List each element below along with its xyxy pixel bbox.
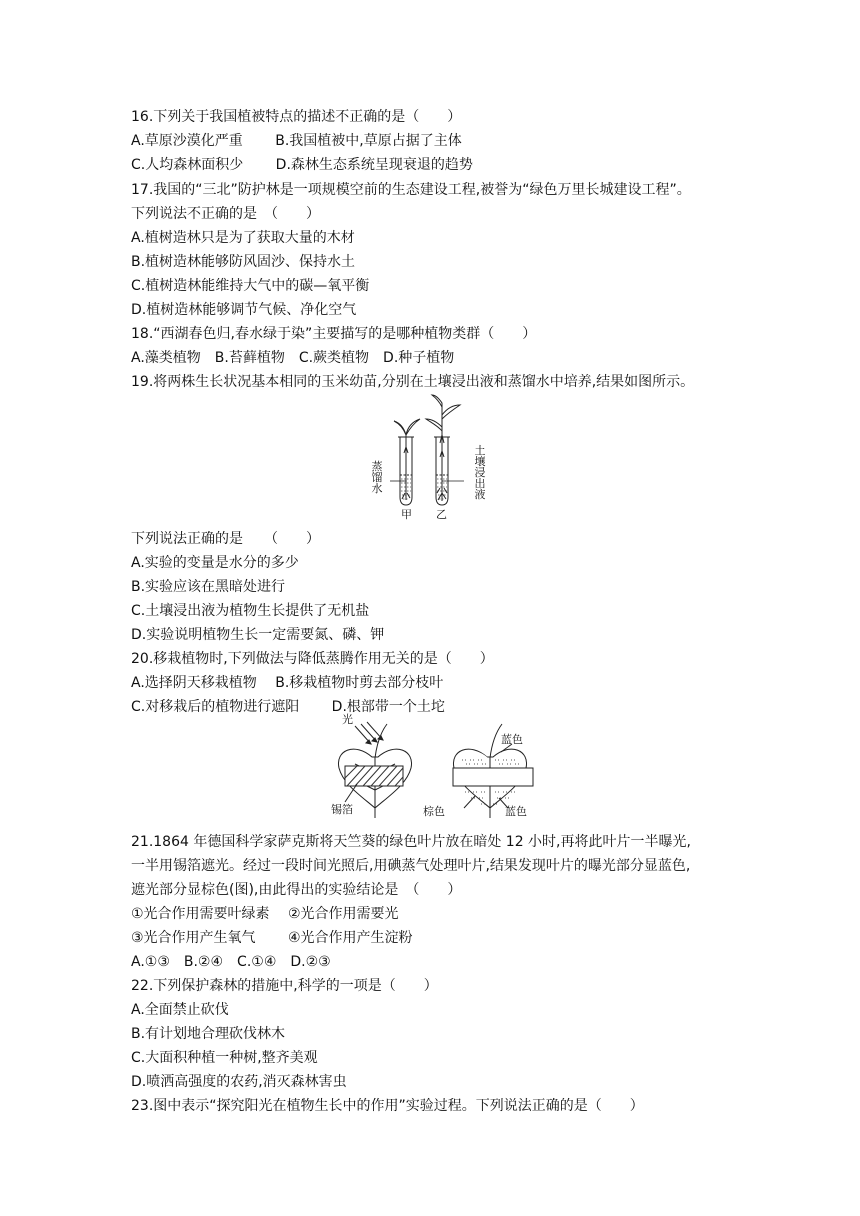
q20-options-ab: A.选择阴天移栽植物 B.移栽植物时剪去部分枝叶 <box>131 675 444 691</box>
soil-extract-label: 土壤浸出液 <box>474 444 486 501</box>
seedling-tube-figure <box>368 393 498 523</box>
light-label: 光 <box>342 713 353 726</box>
q21-stem-line2: 一半用锡箔遮光。经过一段时间光照后,用碘蒸气处理叶片,结果发现叶片的曝光部分显蓝色, <box>131 858 691 874</box>
q22-stem: 22.下列保护森林的措施中,科学的一项是（ ） <box>131 978 438 994</box>
q17-stem-line1: 17.我国的“三北”防护林是一项规模空前的生态建设工程,被誉为“绿色万里长城建设工程”。 <box>131 182 691 198</box>
blue-bottom-label: 蓝色 <box>505 805 527 818</box>
q17-stem-line2: 下列说法不正确的是 （ ） <box>131 206 320 222</box>
q21-stem-line3: 遮光部分显棕色(图),由此得出的实验结论是 （ ） <box>131 882 462 898</box>
brown-label: 棕色 <box>423 805 445 818</box>
q16-options-cd: C.人均森林面积少 D.森林生态系统呈现衰退的趋势 <box>131 157 473 173</box>
q17-option-b: B.植树造林能够防风固沙、保持水土 <box>131 254 356 270</box>
q19-stem: 19.将两株生长状况基本相同的玉米幼苗,分别在土壤浸出液和蒸馏水中培养,结果如图所示。 <box>131 374 695 390</box>
q19-stem-line2: 下列说法正确的是 （ ） <box>131 531 320 547</box>
q21-stem-line1: 21.1864 年德国科学家萨克斯将天竺葵的绿色叶片放在暗处 12 小时,再将此叶片一半曝光, <box>131 834 691 850</box>
q22-option-a: A.全面禁止砍伐 <box>131 1002 229 1018</box>
q16-options-ab: A.草原沙漠化严重 B.我国植被中,草原占据了主体 <box>131 133 462 149</box>
q21-statements-34: ③光合作用产生氧气 ④光合作用产生淀粉 <box>131 930 413 946</box>
q17-option-d: D.植树造林能够调节气候、净化空气 <box>131 302 357 318</box>
q20-stem: 20.移栽植物时,下列做法与降低蒸腾作用无关的是（ ） <box>131 651 494 667</box>
tube-a-label: 甲 <box>401 508 412 521</box>
q22-option-b: B.有计划地合理砍伐林木 <box>131 1026 286 1042</box>
leaf-starch-figure <box>325 712 540 820</box>
q19-option-b: B.实验应该在黑暗处进行 <box>131 579 286 595</box>
q22-option-c: C.大面积种植一种树,整齐美观 <box>131 1050 318 1066</box>
q17-option-a: A.植树造林只是为了获取大量的木材 <box>131 230 355 246</box>
tube-right <box>426 395 460 505</box>
blue-top-label: 蓝色 <box>501 733 523 746</box>
q18-stem: 18.“西湖春色归,春水绿于染”主要描写的是哪种植物类群（ ） <box>131 326 537 342</box>
q23-stem: 23.图中表示“探究阳光在植物生长中的作用”实验过程。下列说法正确的是（ ） <box>131 1098 644 1114</box>
q16-stem: 16.下列关于我国植被特点的描述不正确的是（ ） <box>131 109 462 125</box>
q18-options: A.藻类植物 B.苔藓植物 C.蕨类植物 D.种子植物 <box>131 350 455 366</box>
q19-option-a: A.实验的变量是水分的多少 <box>131 555 299 571</box>
q20-options-cd: C.对移栽后的植物进行遮阳 D.根部带一个土坨 <box>131 699 445 715</box>
foil-label: 锡箔 <box>331 803 353 816</box>
q22-option-d: D.喷洒高强度的农药,消灭森林害虫 <box>131 1074 347 1090</box>
tube-b-label: 乙 <box>436 508 447 521</box>
q21-choices: A.①③ B.②④ C.①④ D.②③ <box>131 954 331 970</box>
tube-left <box>394 419 420 505</box>
q17-option-c: C.植树造林能维持大气中的碳—氧平衡 <box>131 278 370 294</box>
distilled-water-label: 蒸馏水 <box>371 460 383 495</box>
q19-option-c: C.土壤浸出液为植物生长提供了无机盐 <box>131 603 370 619</box>
q19-option-d: D.实验说明植物生长一定需要氮、磷、钾 <box>131 627 385 643</box>
q21-statements-12: ①光合作用需要叶绿素 ②光合作用需要光 <box>131 906 399 922</box>
leaf-experiment-drawing <box>325 712 540 820</box>
